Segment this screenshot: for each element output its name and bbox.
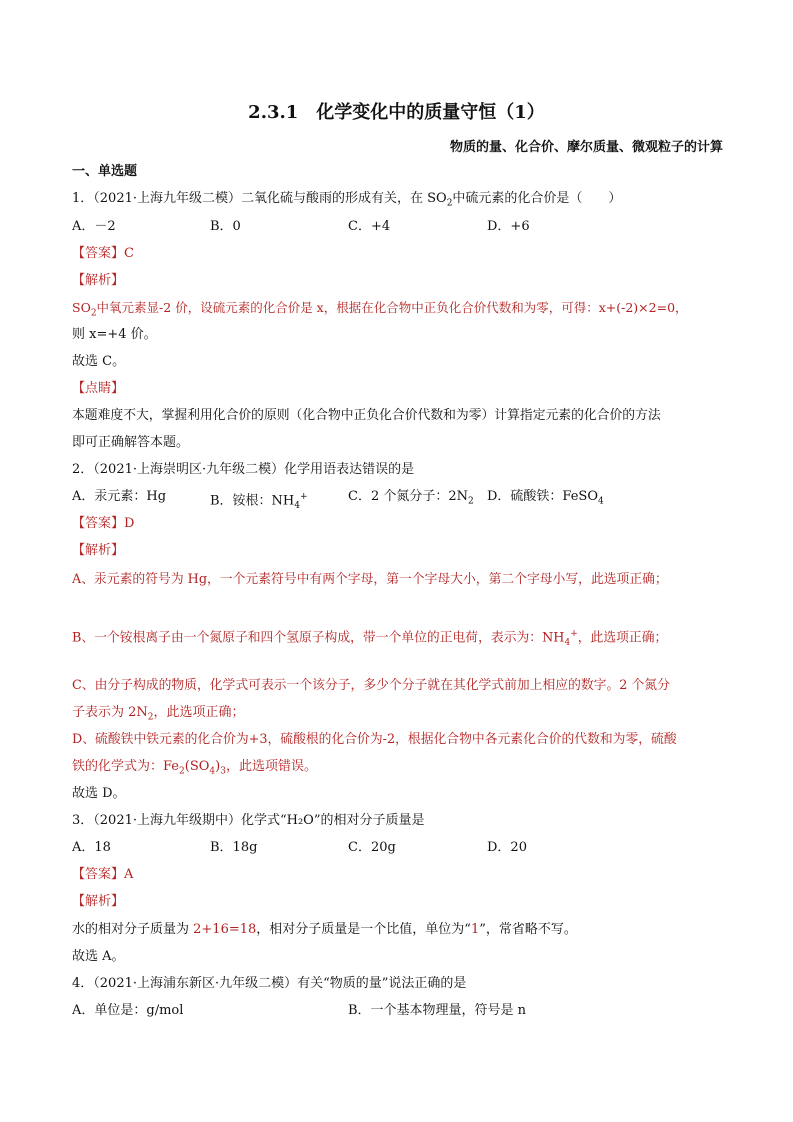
q1-option-c: C．+4 (348, 219, 391, 234)
q2-explain-b: B、一个铵根离子由一个氮原子和四个氢原子构成，带一个单位的正电荷，表示为：$NH_4^+$，此选项正确； (72, 629, 668, 648)
q3-explanation: 水的相对分子质量为 2+16=18，相对分子质量是一个比值，单位为“1”，常省略不写。 (72, 922, 577, 937)
q1-comment-label: 【点睛】 (72, 381, 125, 396)
page-subtitle: 物质的量、化合价、摩尔质量、微观粒子的计算 (449, 140, 723, 155)
q2-explain-d-1: D、硫酸铁中铁元素的化合价为+3，硫酸根的化合价为-2，根据化合物中各元素化合价的代数和为零，硫酸 (72, 732, 677, 747)
q1-answer: 【答案】C (72, 246, 134, 261)
q1-comment-2: 即可正确解答本题。 (72, 435, 190, 450)
q2-explain-c-2: 子表示为 $2N_2$，此选项正确； (72, 705, 245, 723)
q1-explanation-2: 则 x=+4 价。 (72, 327, 157, 342)
q1-comment-1: 本题难度不大，掌握利用化合价的原则（化合物中正负化合价代数和为零）计算指定元素的化合价的方法 (72, 408, 661, 423)
q2-analysis-label: 【解析】 (72, 543, 125, 558)
q3-answer: 【答案】A (72, 867, 134, 882)
q1-analysis-label: 【解析】 (72, 273, 125, 288)
section-heading: 一、单选题 (72, 164, 138, 179)
q1-option-d: D．+6 (487, 219, 530, 234)
q4-option-a: A．单位是：g/mol (72, 1003, 184, 1018)
q2-option-c: C．2 个氮分子：$2N_2$ (348, 489, 474, 507)
q2-choose: 故选 D。 (72, 786, 126, 801)
q1-option-a: A．－2 (72, 219, 116, 234)
q3-analysis-label: 【解析】 (72, 894, 125, 909)
q3-option-d: D．20 (487, 840, 527, 855)
q2-answer: 【答案】D (72, 516, 135, 531)
q3-choose: 故选 A。 (72, 949, 125, 964)
q3-stem: 3．（2021·上海九年级期中）化学式“H₂O”的相对分子质量是 (72, 813, 425, 828)
q2-option-b: B．铵根：$NH_4^+$ (210, 492, 308, 511)
q4-stem: 4．（2021·上海浦东新区·九年级二模）有关“物质的量”说法正确的是 (72, 976, 467, 991)
q1-explanation-1: $SO_2$中氧元素显-2 价，设硫元素的化合价是 x，根据在化合物中正负化合价代数和为零，可得：x+(-2)×2=0， (72, 300, 688, 319)
q4-option-b: B．一个基本物理量，符号是 n (348, 1003, 527, 1018)
q2-explain-d-2: 铁的化学式为：$Fe_2(SO_4)_3$，此选项错误。 (72, 759, 317, 777)
q2-option-a: A．汞元素：Hg (72, 489, 167, 504)
q2-explain-c-1: C、由分子构成的物质，化学式可表示一个该分子，多少个分子就在其化学式前加上相应的数字。2 个氮分 (72, 678, 670, 693)
q1-stem: 1．（2021·上海九年级二模）二氧化硫与酸雨的形成有关，在 $SO_2$中硫元素的化合价是（ ） (72, 191, 622, 209)
q3-option-c: C．20g (348, 840, 396, 855)
page-title: 2.3.1 化学变化中的质量守恒（1） (248, 102, 545, 123)
q1-option-b: B．0 (210, 219, 241, 234)
q3-option-b: B．18g (210, 840, 258, 855)
q2-option-d: D．硫酸铁：FeSO$_4$ (487, 489, 604, 507)
q2-explain-a: A、汞元素的符号为 Hg，一个元素符号中有两个字母，第一个字母大小，第二个字母小写，此选项正确； (72, 572, 668, 587)
q2-stem: 2．（2021·上海崇明区·九年级二模）化学用语表达错误的是 (72, 462, 415, 477)
q3-option-a: A．18 (72, 840, 111, 855)
q1-choose: 故选 C。 (72, 354, 126, 369)
